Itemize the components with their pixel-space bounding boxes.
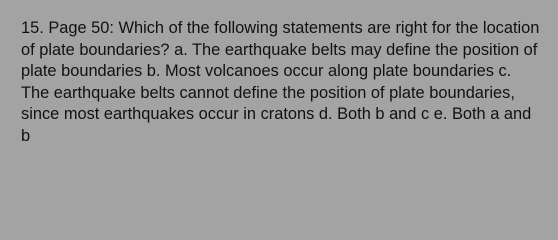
- question-text: 15. Page 50: Which of the following statements are right for the location of plate boundaries? a. The earthquake belts may define the position of plate boundaries b. Most volcanoes occur along plate boundaries c. The earthquake belts cannot define the position of plate boundaries, since most earthquakes occur in cratons d. Both b and c e. Both a and b: [21, 19, 540, 145]
